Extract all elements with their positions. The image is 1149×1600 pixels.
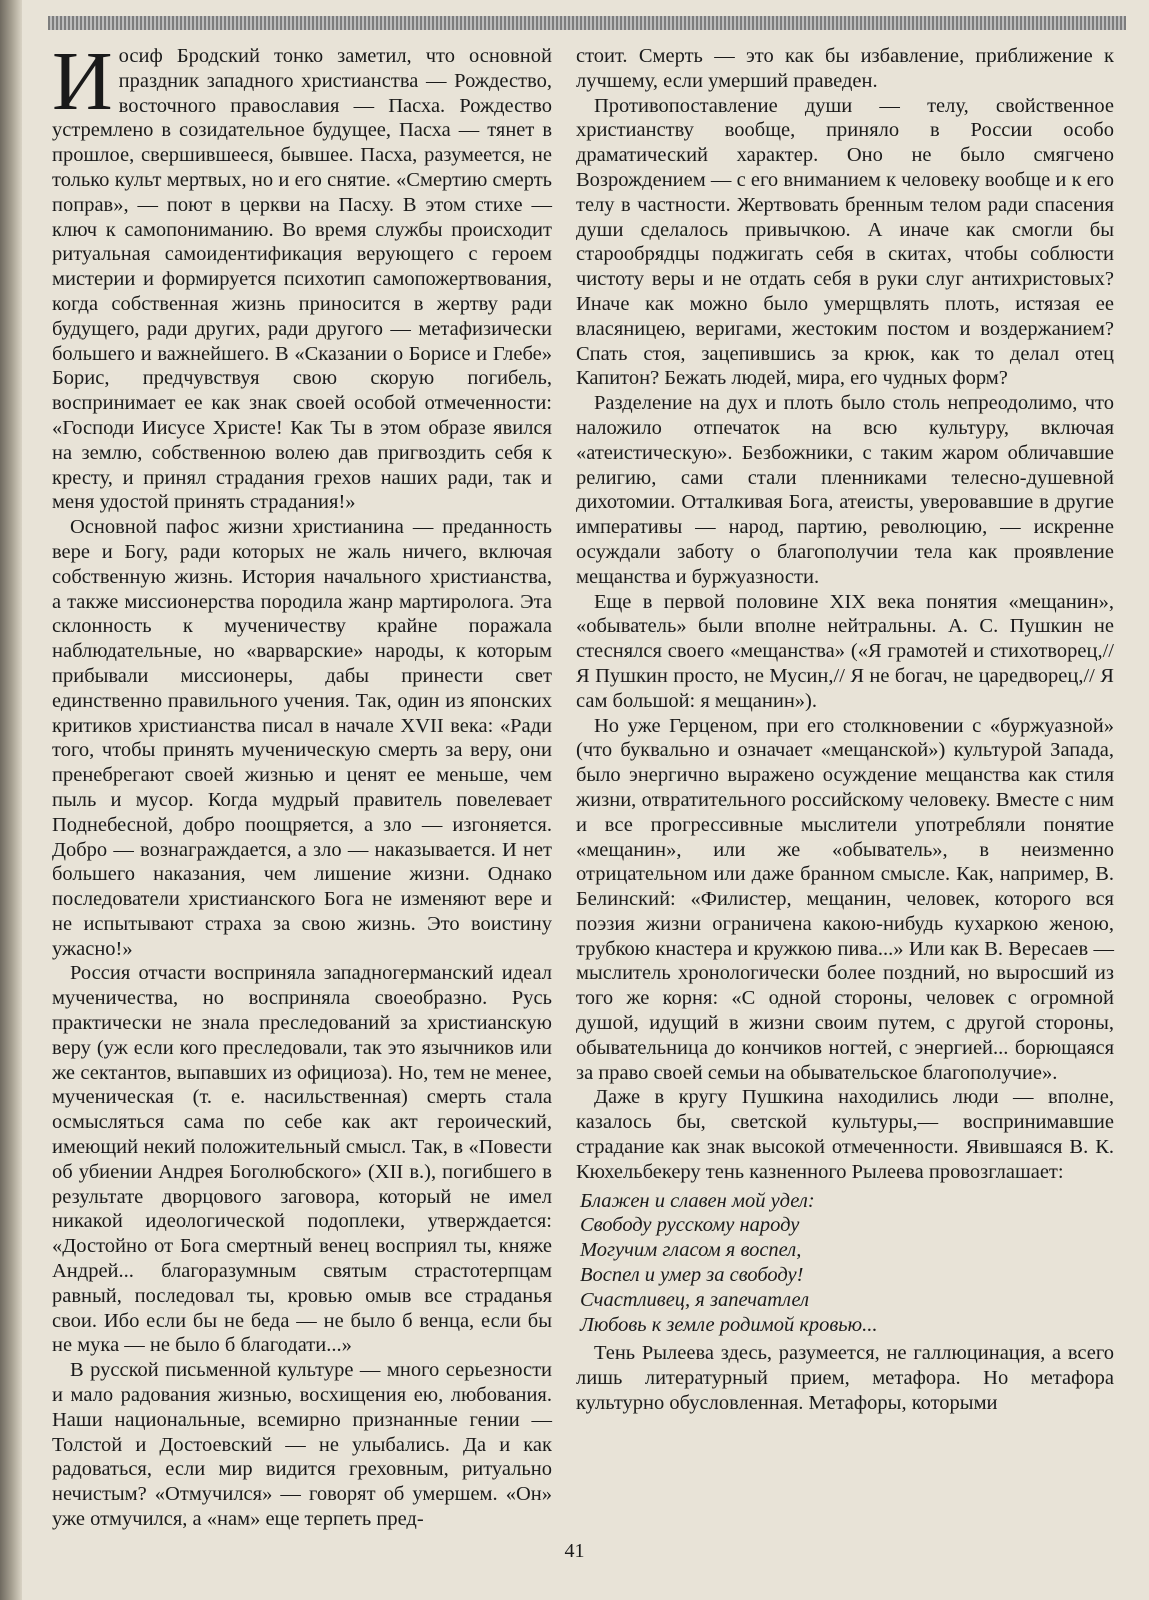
paragraph: Даже в кругу Пушкина находились люди — вполне, казалось бы, светской культуры,— воспринимавшие страдание как знак высокой отмеченности. Явившаяся В. К. Кюхельбекеру тень казненного Рылеева провозглашает: bbox=[576, 1086, 1114, 1183]
paragraph: Разделение на дух и плоть было столь непреодолимо, что наложило отпечаток на всю культуру, включая «атеистическую». Безбожники, с таким жаром обличавшие религию, сами стали пленниками телесно-душевной дихотомии. Отталкивая Бога, атеисты, уверовавшие в другие императивы — народ, партию, революцию, — искренне осуждали заботу о благополучии тела как проявление мещанства и буржуазности. bbox=[576, 392, 1114, 588]
page-spine-shadow bbox=[0, 0, 22, 1600]
paragraph: Противопоставление души — телу, свойственное христианству вообще, приняло в России особо драматический характер. Оно не было смягчено Возрождением — с его вниманием к человеку вообще и к его телу в частности. Жертвовать бренным телом ради спасения души сделалось привычкою. А иначе как смогли бы старообрядцы поджигать себя в скитах, чтобы соблюсти чистоту веры и не отдать себя в руки слуг антихристовых? Иначе как можно было умерщвлять плоть, истязая ее власяницею, веригами, жестоким постом и воздержанием? Спать стоя, зацепившись за крюк, как то делал отец Капитон? Бежать людей, мира, его чудных форм? bbox=[576, 94, 1114, 390]
paragraph bbox=[52, 35, 552, 515]
poem-quote bbox=[580, 1189, 1114, 1338]
left-column bbox=[52, 35, 552, 1532]
page-number: 41 bbox=[564, 1540, 585, 1562]
paragraph: Тень Рылеева здесь, разумеется, не галлюцинация, а всего лишь литературный прием, метафора. Но метафора культурно обусловленная. Метафоры, которыми bbox=[576, 1342, 1114, 1415]
poem-line: Счастливец, я запечатлел bbox=[580, 1288, 810, 1311]
right-column bbox=[576, 44, 1114, 1416]
paragraph: стоит. Смерть — это как бы избавление, приближение к лучшему, если умерший праведен. bbox=[576, 45, 1114, 92]
drop-cap: И bbox=[52, 35, 113, 128]
poem-line: Воспел и умер за свободу! bbox=[580, 1264, 804, 1287]
paragraph: Но уже Герценом, при его столкновении с «буржуазной» (что буквально и означает «мещанской») культурой Запада, было энергично выражено осуждение мещанства как стиля жизни, отвратительного российскому человеку. Вместе с ним и все прогрессивные мыслители употребляли понятие «мещанин», или же «обыватель», в неизменно отрицательном или даже бранном смысле. Как, например, В. Белинский: «Филистер, мещанин, человек, которого вся поэзия жизни ограничена какою-нибудь кухаркою женою, трубкою кнастера и кружкою пива...» Или как В. Вересаев — мыслитель хронологически более поздний, но выросший из того же корня: «С одной стороны, человек с огромной душой, идущий в жизни своим путем, с другой стороны, обывательница до кончиков ногтей, с энергией... борющаяся за право своей семьи на обывательское благополучие». bbox=[576, 714, 1114, 1084]
paragraph-text: осиф Бродский тонко заметил, что основной праздник западного христианства — Рождество, восточного православия — Пасха. Рождество устремлено в созидательное будущее, Пасха — тянет в прошлое, свершившееся, бывшее. Пасха, разумеется, не только культ мертвых, но и его снятие. «Смертию смерть поправ», — поют в церкви на Пасху. В этом стихе — ключ к самопониманию. Во время службы происходит ритуальная самоидентификация верующего с героем мистерии и формируется психотип самопожертвования, когда собственная жизнь приносится в жертву ради будущего, ради других, ради другого — метафизически большего и важнейшего. В «Сказании о Борисе и Глебе» Борис, предчувствуя свою скорую погибель, воспринимает ее как знак своей особой отмеченности: «Господи Иисусе Христе! Как Ты в этом образе явился на землю, собственною волею дав пригвоздить себя к кресту, и принял страдания грехов наших ради, так и меня удостой принять страдания!» bbox=[52, 45, 552, 514]
paragraph: В русской письменной культуре — много серьезности и мало радования жизнью, восхищения ею, любования. Наши национальные, всемирно признанные гении — Толстой и Достоевский — не улыбались. Да и как радоваться, если мир видится греховным, ритуально нечистым? «Отмучился» — говорят об умершем. «Он» уже отмучился, а «нам» еще терпеть пред- bbox=[52, 1359, 552, 1531]
poem-line: Свободу русскому народу bbox=[580, 1214, 800, 1237]
poem-line: Любовь к земле родимой кровью... bbox=[580, 1313, 878, 1336]
paragraph: Россия отчасти восприняла западногерманский идеал мученичества, но восприняла своеобразно. Русь практически не знала преследований за христианскую веру (уж если кого преследовали, так это язычников или же сектантов, выпавших из официоза). Но, тем не менее, мученическая (т. е. насильственная) смерть стала осмысляться сама по себе как акт героический, имеющий некий положительный смысл. Так, в «Повести об убиении Андрея Боголюбского» (XII в.), погибшего в результате дворцового заговора, который не имел никакой идеологической подоплеки, утверждается: «Достойно от Бога смертный венец восприял ты, княже Андрей... благоразумным святым страстотерпцам равный, последовал ты, кровью омыв все страданья свои. Ибо если бы не беда — не было б венца, если бы не мука — не было б благодати...» bbox=[52, 962, 552, 1357]
poem-line: Могучим гласом я воспел, bbox=[580, 1239, 802, 1262]
paragraph: Основной пафос жизни христианина — преданность вере и Богу, ради которых не жаль ничего, включая собственную жизнь. История начального христианства, а также миссионерства породила жанр мартиролога. Эта склонность к мученичеству крайне поражала наблюдательные, но «варварские» народы, к которым прибывали миссионеры, дабы принести свет единственно правильного учения. Так, один из японских критиков христианства писал в начале XVII века: «Ради того, чтобы принять мученическую смерть за веру, они пренебрегают своей жизнью и ценят ее меньше, чем пыль и мусор. Когда мудрый правитель повелевает Поднебесной, добро поощряется, а зло — изгоняется. Добро — вознаграждается, а зло — наказывается. И нет большего наказания, чем лишение жизни. Однако последователи христианского Бога не изменяют вере и не испытывают страха за свою жизнь. Это воистину ужасно!» bbox=[52, 516, 552, 960]
poem-line: Блажен и славен мой удел: bbox=[580, 1189, 815, 1212]
paragraph: Еще в первой половине XIX века понятия «мещанин», «обыватель» были вполне нейтральны. А. С. Пушкин не стеснялся своего «мещанства» («Я грамотей и стихотворец,// Я Пушкин просто, не Мусин,// Я не богач, не царедворец,// Я сам большой: я мещанин»). bbox=[576, 590, 1114, 712]
header-decorative-bar bbox=[48, 16, 1126, 30]
